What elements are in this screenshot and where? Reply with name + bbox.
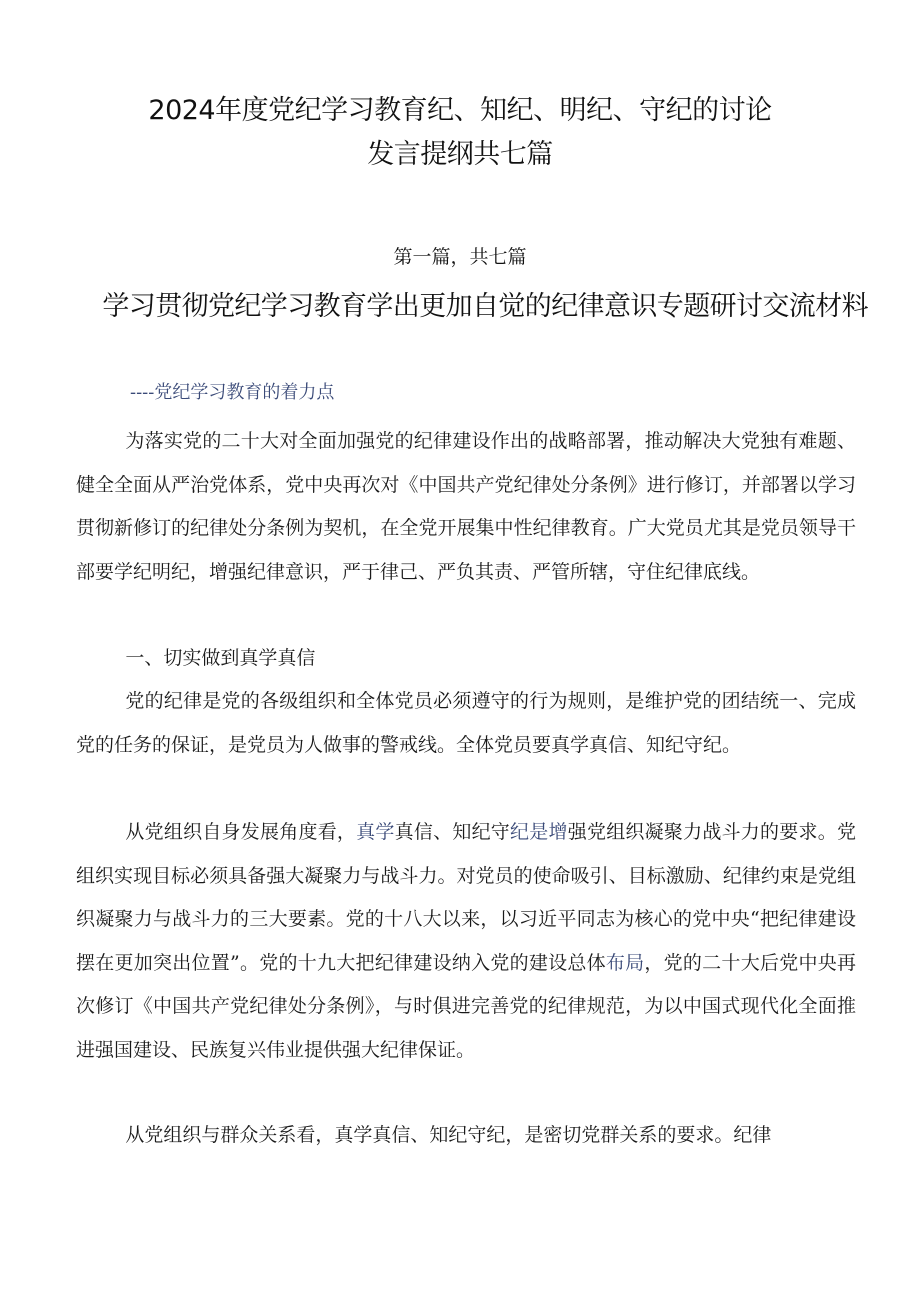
text-run-highlight: 真学 — [356, 821, 395, 843]
section-heading-block — [76, 637, 856, 681]
paragraph-discipline-rules: 党的纪律是党的各级组织和全体党员必须遵守的行为规则，是维护党的团结统一、完成党的任务的保证，是党员为人做事的警戒线。全体党员要真学真信、知纪守纪。 — [76, 690, 856, 756]
paragraph-party-masses: 从党组织与群众关系看，真学真信、知纪守纪，是密切党群关系的要求。纪律 — [125, 1124, 772, 1146]
article-subtitle: ----党纪学习教育的着力点 — [130, 382, 335, 403]
document-title-line-1: 2024年度党纪学习教育纪、知纪、明纪、守纪的讨论 — [148, 95, 772, 126]
paragraph-block — [76, 420, 856, 594]
text-run-highlight: 布局 — [605, 951, 645, 974]
text-run: 真信、知纪守 — [394, 821, 511, 843]
paragraph-block — [76, 680, 856, 767]
text-run: ，党的二十大后党中央再次修订《中国共产党纪律处分条例》，与时俱进完善党的纪律规范，为以中国式现代化全面推进强国建设、民族复兴伟业提供强大纪律保证。 — [76, 951, 856, 1061]
paragraph-block — [76, 811, 856, 1072]
document-title-line-2: 发言提纲共七篇 — [367, 139, 553, 170]
text-run-highlight: 纪是增 — [510, 821, 568, 843]
part-label: 第一篇，共七篇 — [393, 246, 527, 268]
paragraph-intro: 为落实党的二十大对全面加强党的纪律建设作出的战略部署，推动解决大党独有难题、健全全面从严治党体系，党中央再次对《中国共产党纪律处分条例》进行修订，并部署以学习贯彻新修订的纪律处分条例为契机，在全党开展集中性纪律教育。广大党员尤其是党员领导干部要学纪明纪，增强纪律意识，严于律己、严负其责、严管所辖，守住纪律底线。 — [76, 430, 856, 583]
section-heading-1: 一、切实做到真学真信 — [125, 647, 316, 669]
paragraph-organization-development — [76, 811, 856, 1072]
article-title: 学习贯彻党纪学习教育学出更加自觉的纪律意识专题研讨交流材料 — [102, 291, 868, 322]
paragraph-block — [76, 1114, 856, 1158]
text-run: 强党组织凝聚力战斗力的要求。党组织实现目标必须具备强大凝聚力与战斗力。对党员的使命吸引、目标激励、纪律约束是党组织凝聚力与战斗力的三大要素。党的十八大以来，以习近平同志为核心的党中央“把纪律建设摆在更加突出位置”。党的十九大把纪律建设纳入党的建设总体 — [76, 821, 856, 974]
text-run: 从党组织自身发展角度看， — [125, 821, 357, 843]
